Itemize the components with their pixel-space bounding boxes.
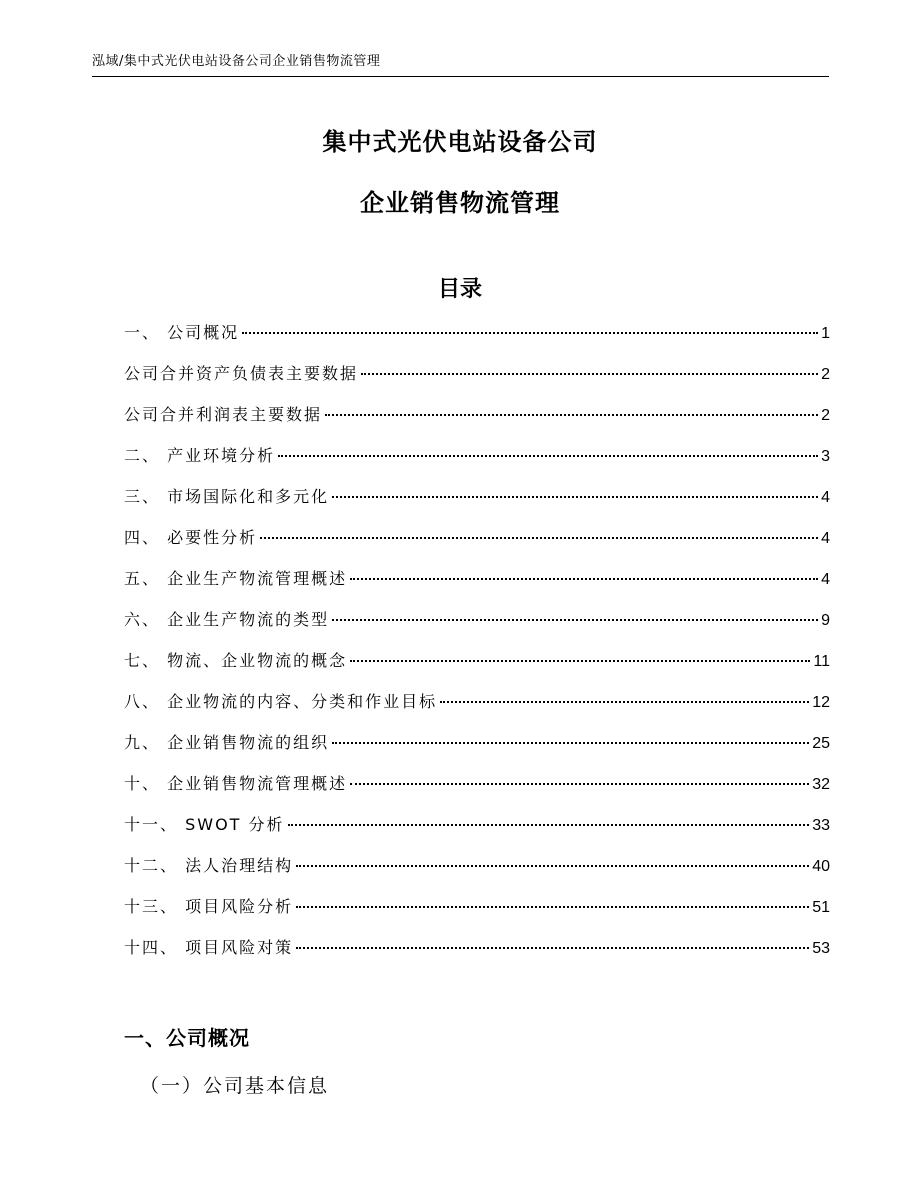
toc-entry-page: 2 <box>821 366 830 383</box>
toc-entry[interactable] <box>124 404 830 445</box>
toc-entry[interactable] <box>124 527 830 568</box>
sub-section-heading: （一）公司基本信息 <box>140 1075 330 1097</box>
document-title-line-1: 集中式光伏电站设备公司 <box>322 128 598 156</box>
toc-leader-dots <box>288 820 810 826</box>
toc-entry-label: 五、 企业生产物流管理概述 <box>124 569 348 588</box>
toc-entry-page: 3 <box>821 448 830 465</box>
toc-entry[interactable] <box>124 855 830 896</box>
toc-entry-page: 4 <box>821 489 830 506</box>
toc-leader-dots <box>332 738 809 744</box>
toc-leader-dots <box>325 410 818 416</box>
toc-entry-label: 六、 企业生产物流的类型 <box>124 610 330 629</box>
toc-leader-dots <box>332 615 818 621</box>
toc-entry-page: 12 <box>812 694 830 711</box>
toc-entry[interactable] <box>124 937 830 978</box>
toc-heading: 目录 <box>437 277 482 302</box>
toc-entry[interactable] <box>124 814 830 855</box>
toc-leader-dots <box>350 574 818 580</box>
toc-entry-page: 53 <box>812 940 830 957</box>
section-heading: 一、公司概况 <box>124 1026 250 1050</box>
toc-entry-label: 十、 企业销售物流管理概述 <box>124 774 348 793</box>
toc-entry-page: 2 <box>821 407 830 424</box>
toc-entry-label: 十四、 项目风险对策 <box>124 938 294 957</box>
toc-entry-page: 40 <box>812 858 830 875</box>
toc-entry-page: 33 <box>812 817 830 834</box>
toc-leader-dots <box>296 943 809 949</box>
toc-leader-dots <box>260 533 818 539</box>
toc-entry-label: 九、 企业销售物流的组织 <box>124 733 330 752</box>
toc-leader-dots <box>350 779 809 785</box>
toc-entry-page: 11 <box>813 653 830 670</box>
toc-entry-label: 十三、 项目风险分析 <box>124 897 294 916</box>
toc-leader-dots <box>440 697 809 703</box>
toc-leader-dots <box>350 656 810 662</box>
document-title-line-2: 企业销售物流管理 <box>360 189 560 217</box>
toc-leader-dots <box>278 451 818 457</box>
toc-entry[interactable] <box>124 322 830 363</box>
toc-entry-page: 4 <box>821 571 830 588</box>
toc-entry-label: 十二、 法人治理结构 <box>124 856 294 875</box>
toc-leader-dots <box>242 328 818 334</box>
toc-entry-label: 八、 企业物流的内容、分类和作业目标 <box>124 692 438 711</box>
toc-entry-label: 四、 必要性分析 <box>124 528 258 547</box>
toc-entry-page: 4 <box>821 530 830 547</box>
toc-entry[interactable] <box>124 363 830 404</box>
toc-entry[interactable] <box>124 773 830 814</box>
toc-entry-label: 十一、 SWOT 分析 <box>124 815 285 834</box>
toc-entry[interactable] <box>124 445 830 486</box>
toc-entry[interactable] <box>124 650 830 691</box>
toc-leader-dots <box>296 902 809 908</box>
toc-entry-label: 二、 产业环境分析 <box>124 446 276 465</box>
toc-entry-label: 三、 市场国际化和多元化 <box>124 487 330 506</box>
toc-entry[interactable] <box>124 568 830 609</box>
toc-entry-page: 1 <box>821 325 830 342</box>
toc-leader-dots <box>296 861 809 867</box>
toc-entry-label: 一、 公司概况 <box>124 323 240 342</box>
toc-entry-page: 9 <box>821 612 830 629</box>
toc-leader-dots <box>332 492 818 498</box>
toc-entry[interactable] <box>124 486 830 527</box>
toc-entry-page: 51 <box>812 899 830 916</box>
toc-entry[interactable] <box>124 732 830 773</box>
table-of-contents <box>124 322 830 978</box>
toc-entry-label: 公司合并利润表主要数据 <box>124 405 323 424</box>
toc-entry-page: 25 <box>812 735 830 752</box>
toc-entry[interactable] <box>124 691 830 732</box>
toc-entry[interactable] <box>124 896 830 937</box>
toc-leader-dots <box>361 369 818 375</box>
toc-entry[interactable] <box>124 609 830 650</box>
page-header: 泓域/集中式光伏电站设备公司企业销售物流管理 <box>92 54 829 77</box>
toc-entry-page: 32 <box>812 776 830 793</box>
toc-entry-label: 公司合并资产负债表主要数据 <box>124 364 359 383</box>
toc-entry-label: 七、 物流、企业物流的概念 <box>124 651 348 670</box>
